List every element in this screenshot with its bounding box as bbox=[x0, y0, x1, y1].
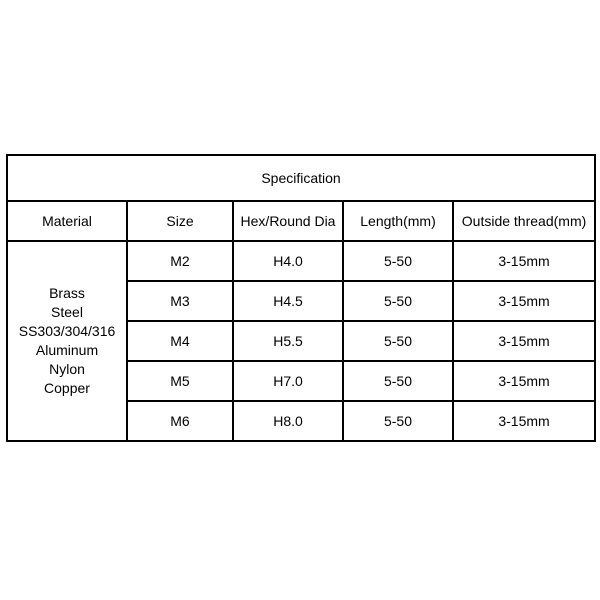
material-item: Nylon bbox=[49, 361, 85, 377]
material-item: Copper bbox=[44, 380, 90, 396]
material-item: Steel bbox=[51, 304, 83, 320]
material-item: SS303/304/316 bbox=[18, 323, 116, 339]
size-cell: M3 bbox=[127, 281, 233, 321]
size-cell: M2 bbox=[127, 241, 233, 281]
length-cell: 5-50 bbox=[343, 321, 453, 361]
dia-cell: H4.0 bbox=[233, 241, 343, 281]
table-title: Specification bbox=[7, 155, 595, 201]
dia-cell: H7.0 bbox=[233, 361, 343, 401]
dia-cell: H5.5 bbox=[233, 321, 343, 361]
header-thread: Outside thread(mm) bbox=[453, 201, 595, 241]
thread-cell: 3-15mm bbox=[453, 361, 595, 401]
thread-cell: 3-15mm bbox=[453, 241, 595, 281]
material-item: Brass bbox=[49, 285, 85, 301]
size-cell: M4 bbox=[127, 321, 233, 361]
length-cell: 5-50 bbox=[343, 361, 453, 401]
material-item: Aluminum bbox=[35, 342, 99, 358]
header-row bbox=[7, 201, 595, 241]
thread-cell: 3-15mm bbox=[453, 281, 595, 321]
header-dia: Hex/Round Dia bbox=[233, 201, 343, 241]
header-length: Length(mm) bbox=[343, 201, 453, 241]
specification-table bbox=[6, 154, 596, 442]
size-cell: M5 bbox=[127, 361, 233, 401]
thread-cell: 3-15mm bbox=[453, 321, 595, 361]
material-cell bbox=[7, 241, 127, 441]
length-cell: 5-50 bbox=[343, 241, 453, 281]
length-cell: 5-50 bbox=[343, 281, 453, 321]
size-cell: M6 bbox=[127, 401, 233, 441]
length-cell: 5-50 bbox=[343, 401, 453, 441]
table-row bbox=[7, 241, 595, 281]
header-material: Material bbox=[7, 201, 127, 241]
dia-cell: H8.0 bbox=[233, 401, 343, 441]
header-size: Size bbox=[127, 201, 233, 241]
dia-cell: H4.5 bbox=[233, 281, 343, 321]
thread-cell: 3-15mm bbox=[453, 401, 595, 441]
